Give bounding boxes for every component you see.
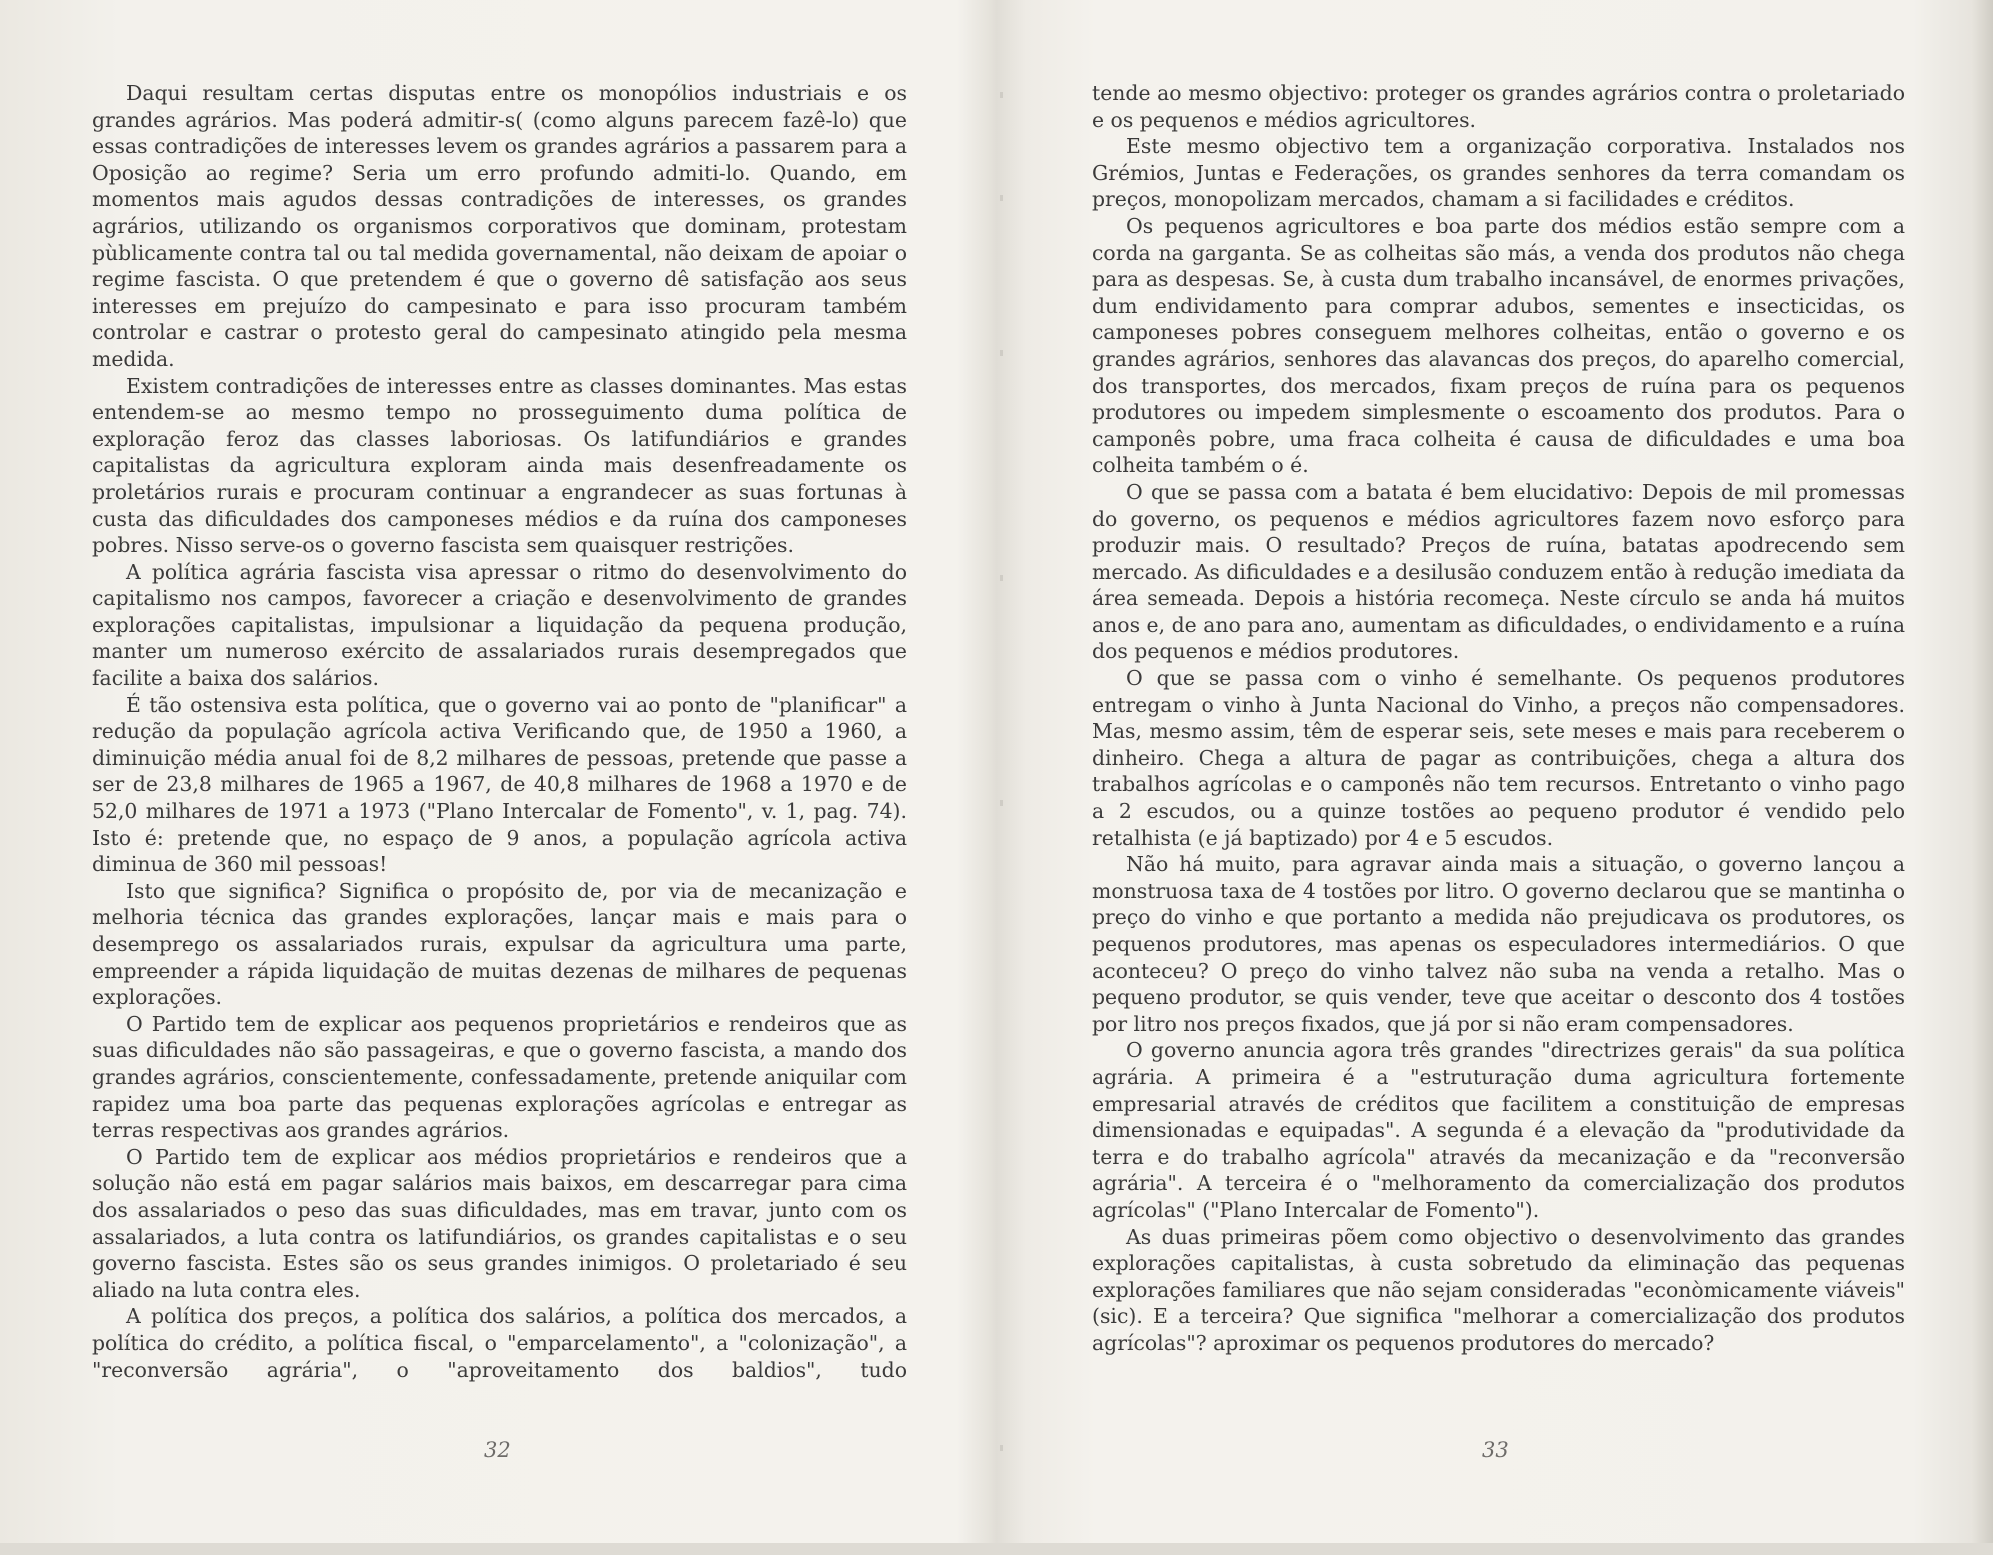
paragraph: Daqui resultam certas disputas entre os monopólios industriais e os grandes agrários. Mas poderá admitir-s( (como alguns parecem fazê-lo) que essas contradições de interesses levem os grandes agrários a passarem para a Oposição ao regime? Seria um erro profundo admiti-lo. Quando, em momentos mais agudos dessas contradições de interesses, os grandes agrários, utilizando os organismos corporativos que dominam, protestam pùblicamente contra tal ou tal medida governamental, não deixam de apoiar o regime fascista. O que pretendem é que o governo dê satisfação aos seus interesses em prejuízo do campesinato e para isso procuram também controlar e castrar o protesto geral do campesinato atingido pela mesma medida. — [92, 81, 907, 371]
paragraph: Os pequenos agricultores e boa parte dos médios estão sempre com a corda na garganta. Se as colheitas são más, a venda dos produtos não chega para as despesas. Se, à custa dum trabalho incansável, de enormes privações, dum endividamento para comprar adubos, sementes e insecticidas, os camponeses pobres conseguem melhores colheitas, então o governo e os grandes agrários, senhores das alavancas dos preços, do aparelho comercial, dos transportes, dos mercados, fixam preços de ruína para os pequenos produtores ou impedem simplesmente o escoamento dos produtos. Para o camponês pobre, uma fraca colheita é causa de dificuldades e uma boa colheita também o é. — [1092, 213, 1905, 478]
gutter-mark — [1000, 575, 1003, 581]
paragraph: O que se passa com a batata é bem elucidativo: Depois de mil promessas do governo, os pequenos e médios agricultores fazem novo esforço para produzir mais. O resultado? Preços de ruína, batatas apodrecendo sem mercado. As dificuldades e a desilusão conduzem então à redução imediata da área semeada. Depois a história recomeça. Neste círculo se anda há muitos anos e, de ano para ano, aumentam as dificuldades, o endividamento e a ruína dos pequenos e médios produtores. — [1092, 479, 1905, 664]
paragraph: O que se passa com o vinho é semelhante. Os pequenos produtores entregam o vinho à Junta Nacional do Vinho, a preços não compensadores. Mas, mesmo assim, têm de esperar seis, sete meses e mais para receberem o dinheiro. Chega a altura de pagar as contribuições, chega a altura dos trabalhos agrícolas e o camponês não tem recursos. Entretanto o vinho pago a 2 escudos, ou a quinze tostões ao pequeno produtor é vendido pelo retalhista (e já baptizado) por 4 e 5 escudos. — [1092, 666, 1905, 850]
paragraph: Este mesmo objectivo tem a organização corporativa. Instalados nos Grémios, Juntas e Federações, os grandes senhores da terra comandam os preços, monopolizam mercados, chamam a si facilidades e créditos. — [1092, 134, 1905, 212]
paragraph: As duas primeiras põem como objectivo o desenvolvimento das grandes explorações capitalistas, à custa sobretudo da eliminação das pequenas explorações familiares que não sejam consideradas "econòmicamente viáveis" (sic). E a terceira? Que significa "melhorar a comercialização dos produtos agrícolas"? aproximar os pequenos produtores do mercado? — [1092, 1224, 1905, 1355]
left-page — [92, 80, 907, 1383]
paragraph: Isto que significa? Significa o propósito de, por via de mecanização e melhoria técnica das grandes explorações, lançar mais e mais para o desemprego os assalariados rurais, expulsar da agricultura uma parte, empreender a rápida liquidação de muitas dezenas de milhares de pequenas explorações. — [92, 878, 907, 1010]
paragraph: Não há muito, para agravar ainda mais a situação, o governo lançou a monstruosa taxa de 4 tostões por litro. O governo declarou que se mantinha o preço do vinho e que portanto a medida não prejudicava os produtores, os pequenos produtores, mas apenas os especuladores intermediários. O que aconteceu? O preço do vinho talvez não suba na venda a retalho. Mas o pequeno produtor, se quis vender, teve que aceitar o desconto dos 4 tostões por litro nos preços fixados, que já por si não eram compensadores. — [1092, 852, 1905, 1036]
gutter-mark — [1000, 350, 1003, 356]
gutter-mark — [1000, 1445, 1003, 1451]
paragraph: O governo anuncia agora três grandes "directrizes gerais" da sua política agrária. A primeira é a "estruturação duma agricultura fortemente empresarial através de créditos que facilitem a constituição de empresas dimensionadas e equipadas". A segunda é a elevação da "produtividade da terra e do trabalho agrícola" através da mecanização e da "reconversão agrária". A terceira é o "melhoramento da comercialização dos produtos agrícolas" ("Plano Intercalar de Fomento"). — [1092, 1038, 1905, 1222]
paragraph: A política dos preços, a política dos salários, a política dos mercados, a política do crédito, a política fiscal, o "emparcelamento", a "colonização", a "reconversão agrária", o "aproveitamento dos baldios", tudo — [92, 1304, 907, 1382]
page-number: 32 — [484, 1438, 511, 1462]
bottom-edge — [0, 1543, 1993, 1555]
gutter-mark — [1000, 195, 1003, 201]
gutter-mark — [1000, 800, 1003, 806]
paragraph: A política agrária fascista visa apressar o ritmo do desenvolvimento do capitalismo nos campos, favorecer a criação e desenvolvimento de grandes explorações capitalistas, impulsionar a liquidação da pequena produção, manter um numeroso exército de assalariados rurais desempregados que facilite a baixa dos salários. — [92, 559, 907, 691]
paragraph: O Partido tem de explicar aos pequenos proprietários e rendeiros que as suas dificuldades não são passageiras, e que o governo fascista, a mando dos grandes agrários, conscientemente, confessadamente, pretende aniquilar com rapidez uma boa parte das pequenas explorações agrícolas e entregar as terras respectivas aos grandes agrários. — [92, 1011, 907, 1143]
page-edge — [1971, 0, 1993, 1555]
paragraph: tende ao mesmo objectivo: proteger os grandes agrários contra o proletariado e os pequenos e médios agricultores. — [1092, 81, 1905, 132]
paragraph: O Partido tem de explicar aos médios proprietários e rendeiros que a solução não está em pagar salários mais baixos, em descarregar para cima dos assalariados o peso das suas dificuldades, mas em travar, junto com os assalariados, a luta contra os latifundiários, os grandes capitalistas e o seu governo fascista. Estes são os seus grandes inimigos. O proletariado é seu aliado na luta contra eles. — [92, 1144, 907, 1302]
page-number: 33 — [1482, 1438, 1509, 1462]
right-page — [1092, 80, 1905, 1357]
paragraph: É tão ostensiva esta política, que o governo vai ao ponto de "planificar" a redução da população agrícola activa Verificando que, de 1950 a 1960, a diminuição média anual foi de 8,2 milhares de pessoas, pretende que passe a ser de 23,8 milhares de 1965 a 1967, de 40,8 milhares de 1968 a 1970 e de 52,0 milhares de 1971 a 1973 ("Plano Intercalar de Fomento", v. 1, pag. 74). Isto é: pretende que, no espaço de 9 anos, a população agrícola activa diminua de 360 mil pessoas! — [92, 692, 907, 877]
gutter-mark — [1000, 92, 1003, 98]
paragraph: Existem contradições de interesses entre as classes dominantes. Mas estas entendem-se ao mesmo tempo no prosseguimento duma política de exploração feroz das classes laboriosas. Os latifundiários e grandes capitalistas da agricultura exploram ainda mais desenfreadamente os proletários rurais e procuram continuar a engrandecer as suas fortunas à custa das dificuldades dos camponeses médios e da ruína dos camponeses pobres. Nisso serve-os o governo fascista sem quaisquer restrições. — [92, 373, 907, 558]
